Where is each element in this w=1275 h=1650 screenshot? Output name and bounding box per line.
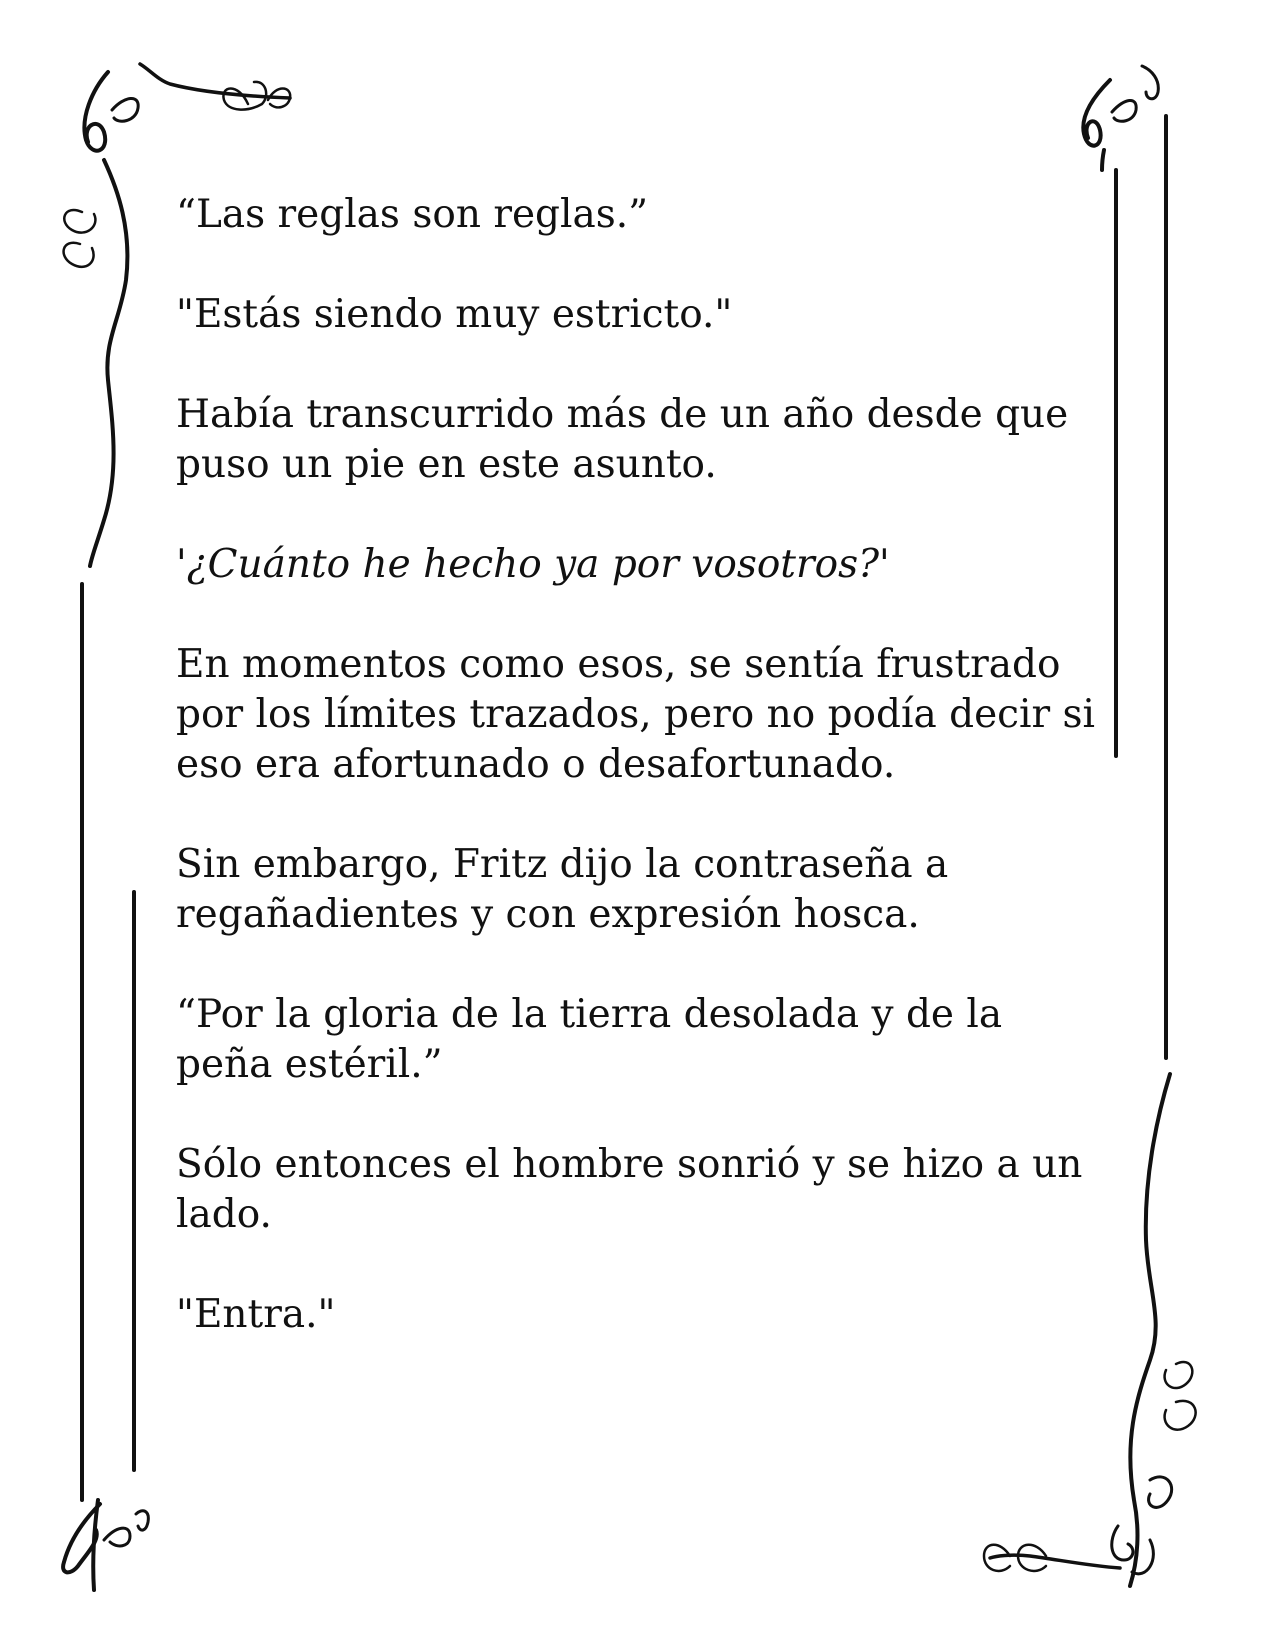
paragraph-1: “Las reglas son reglas.” [176,192,649,237]
paragraph-3: Había transcurrido más de un año desde que puso un pie en este asunto. [176,392,1069,487]
paragraph-6: Sin embargo, Fritz dijo la contraseña a regañadientes y con expresión hosca. [176,842,949,937]
paragraph-2: "Estás siendo muy estricto." [176,292,733,337]
paragraph-7: “Por la gloria de la tierra desolada y de la peña estéril.” [176,992,1003,1087]
paragraph-9: "Entra." [176,1292,336,1337]
paragraph-4-inner-thought: '¿Cuánto he hecho ya por vosotros?' [176,542,890,587]
paragraph-5: En momentos como esos, se sentía frustrado por los límites trazados, pero no podía decir si eso era afortunado o desafortunado. [176,642,1096,787]
paragraph-8: Sólo entonces el hombre sonrió y se hizo a un lado. [176,1142,1083,1237]
top-right-flourish-icon [1083,66,1158,170]
story-text [176,190,1096,1390]
bottom-left-flourish-icon [63,1500,148,1590]
